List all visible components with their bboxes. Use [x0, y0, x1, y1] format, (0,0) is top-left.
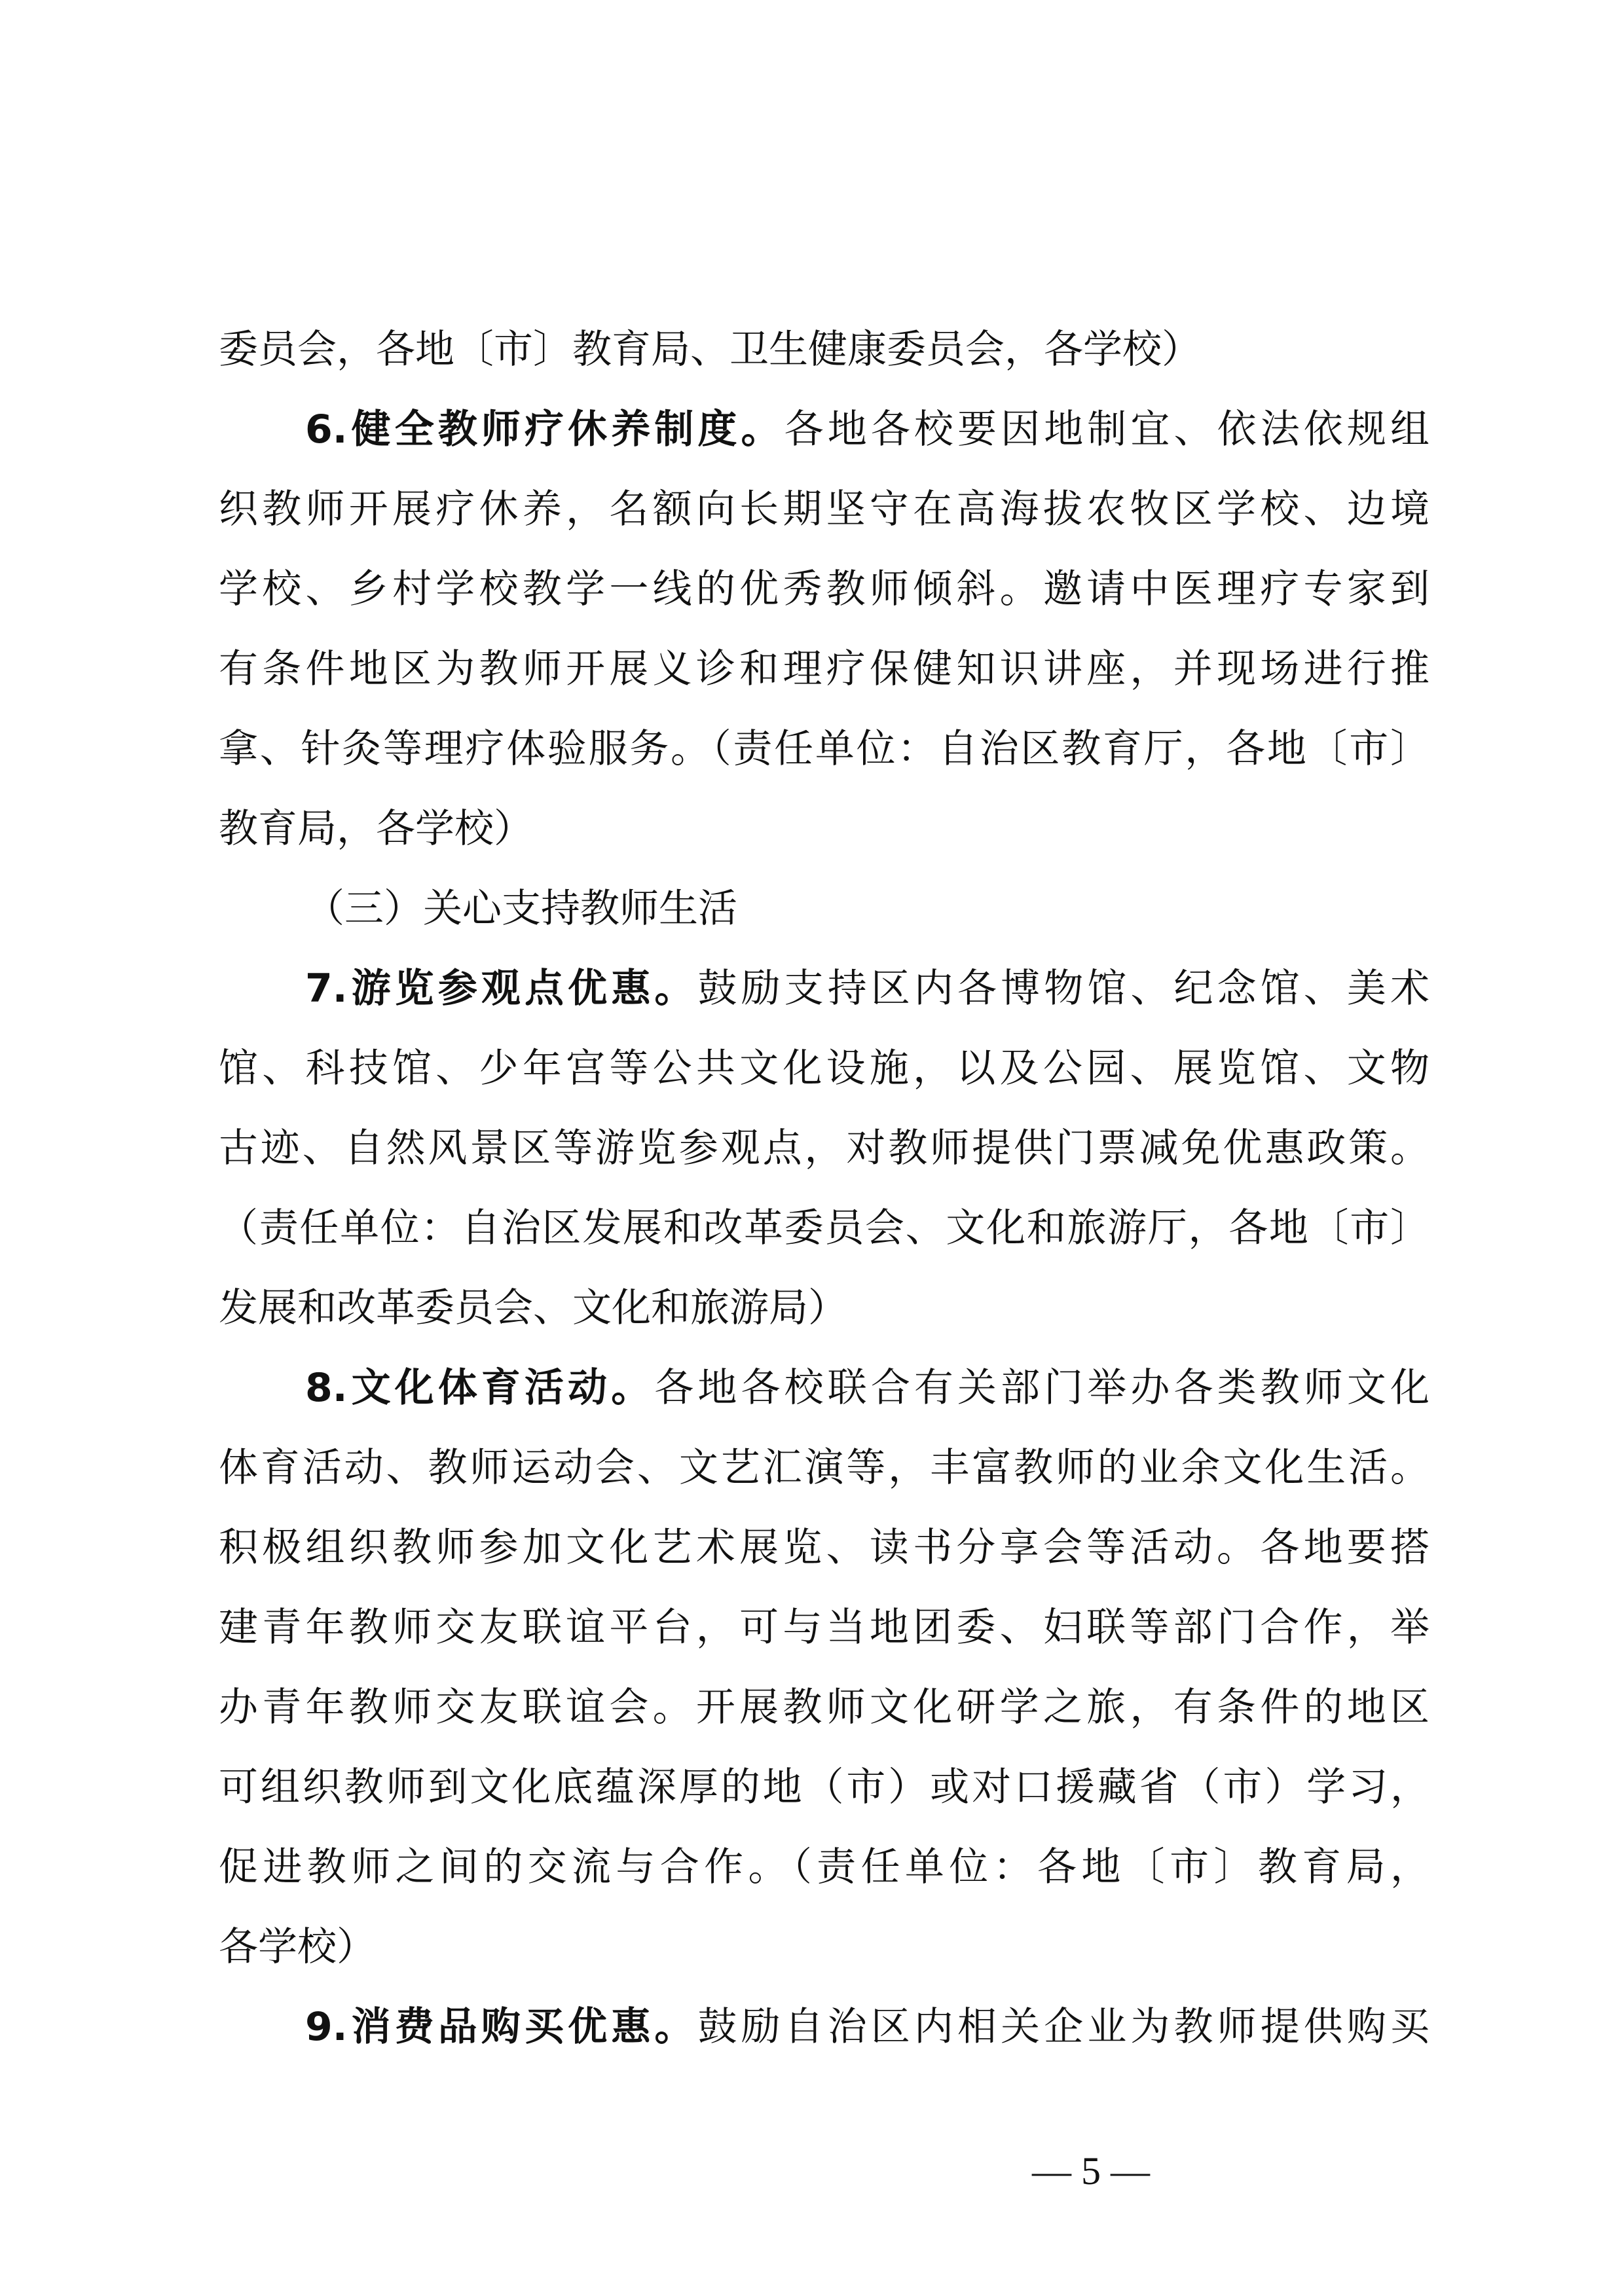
- item-heading: 7.游览参观点优惠。: [305, 966, 698, 1011]
- line-text: 积极组织教师参加文化艺术展览、读书分享会等活动。各地要搭: [219, 1525, 1430, 1571]
- text-line: [219, 317, 1430, 382]
- line-text: 鼓励支持区内各博物馆、纪念馆、美术: [697, 966, 1430, 1011]
- text-line: [219, 1116, 1430, 1181]
- text-line: [219, 1675, 1430, 1740]
- line-text: 各地各校联合有关部门举办各类教师文化: [654, 1365, 1430, 1411]
- text-line: [219, 1755, 1430, 1820]
- text-line: [219, 956, 1430, 1021]
- line-text: 学校、乡村学校教学一线的优秀教师倾斜。邀请中医理疗专家到: [219, 566, 1430, 612]
- line-text: 可组织教师到文化底蕴深厚的地（市）或对口援藏省（市）学习，: [219, 1764, 1430, 1810]
- line-text: 办青年教师交友联谊会。开展教师文化研学之旅，有条件的地区: [219, 1685, 1430, 1730]
- line-text: 织教师开展疗休养，名额向长期坚守在高海拔农牧区学校、边境: [219, 486, 1430, 532]
- line-text: （三）关心支持教师生活: [305, 886, 737, 932]
- line-text: 建青年教师交友联谊平台，可与当地团委、妇联等部门合作，举: [219, 1605, 1430, 1650]
- text-line: [219, 477, 1430, 542]
- line-text: （责任单位：自治区发展和改革委员会、文化和旅游厅，各地〔市〕: [219, 1205, 1430, 1251]
- item-heading: 9.消费品购买优惠。: [305, 2004, 698, 2050]
- text-line: [219, 716, 1430, 782]
- text-line: [219, 796, 1430, 862]
- text-line: [219, 1994, 1430, 2060]
- text-line: [219, 556, 1430, 622]
- line-text: 拿、针灸等理疗体验服务。（责任单位：自治区教育厅，各地〔市〕: [219, 726, 1430, 772]
- text-line: [219, 1834, 1430, 1900]
- line-text: 各地各校要因地制宜、依法依规组: [784, 407, 1430, 452]
- text-line: [219, 1195, 1430, 1261]
- line-text: 古迹、自然风景区等游览参观点，对教师提供门票减免优惠政策。: [219, 1125, 1430, 1171]
- line-text: 体育活动、教师运动会、文艺汇演等，丰富教师的业余文化生活。: [219, 1445, 1430, 1491]
- line-text: 馆、科技馆、少年宫等公共文化设施，以及公园、展览馆、文物: [219, 1046, 1430, 1091]
- page-number: — 5 —: [1032, 2149, 1150, 2193]
- text-line: [219, 876, 1430, 941]
- line-text: 有条件地区为教师开展义诊和理疗保健知识讲座，并现场进行推: [219, 646, 1430, 692]
- text-line: [219, 397, 1430, 462]
- text-line: [219, 1275, 1430, 1341]
- line-text: 各学校）: [219, 1924, 376, 1970]
- item-heading: 8.文化体育活动。: [305, 1365, 655, 1411]
- text-line: [219, 1435, 1430, 1501]
- text-line: [219, 1914, 1430, 1980]
- text-line: [219, 1355, 1430, 1421]
- text-line: [219, 1595, 1430, 1660]
- text-line: [219, 636, 1430, 702]
- line-text: 委员会，各地〔市〕教育局、卫生健康委员会，各学校）: [219, 327, 1201, 373]
- text-line: [219, 1515, 1430, 1580]
- item-heading: 6.健全教师疗休养制度。: [305, 407, 784, 452]
- line-text: 发展和改革委员会、文化和旅游局）: [219, 1285, 847, 1331]
- text-line: [219, 1036, 1430, 1101]
- line-text: 鼓励自治区内相关企业为教师提供购买: [697, 2004, 1430, 2050]
- line-text: 教育局，各学校）: [219, 806, 533, 852]
- line-text: 促进教师之间的交流与合作。（责任单位：各地〔市〕教育局，: [219, 1844, 1430, 1890]
